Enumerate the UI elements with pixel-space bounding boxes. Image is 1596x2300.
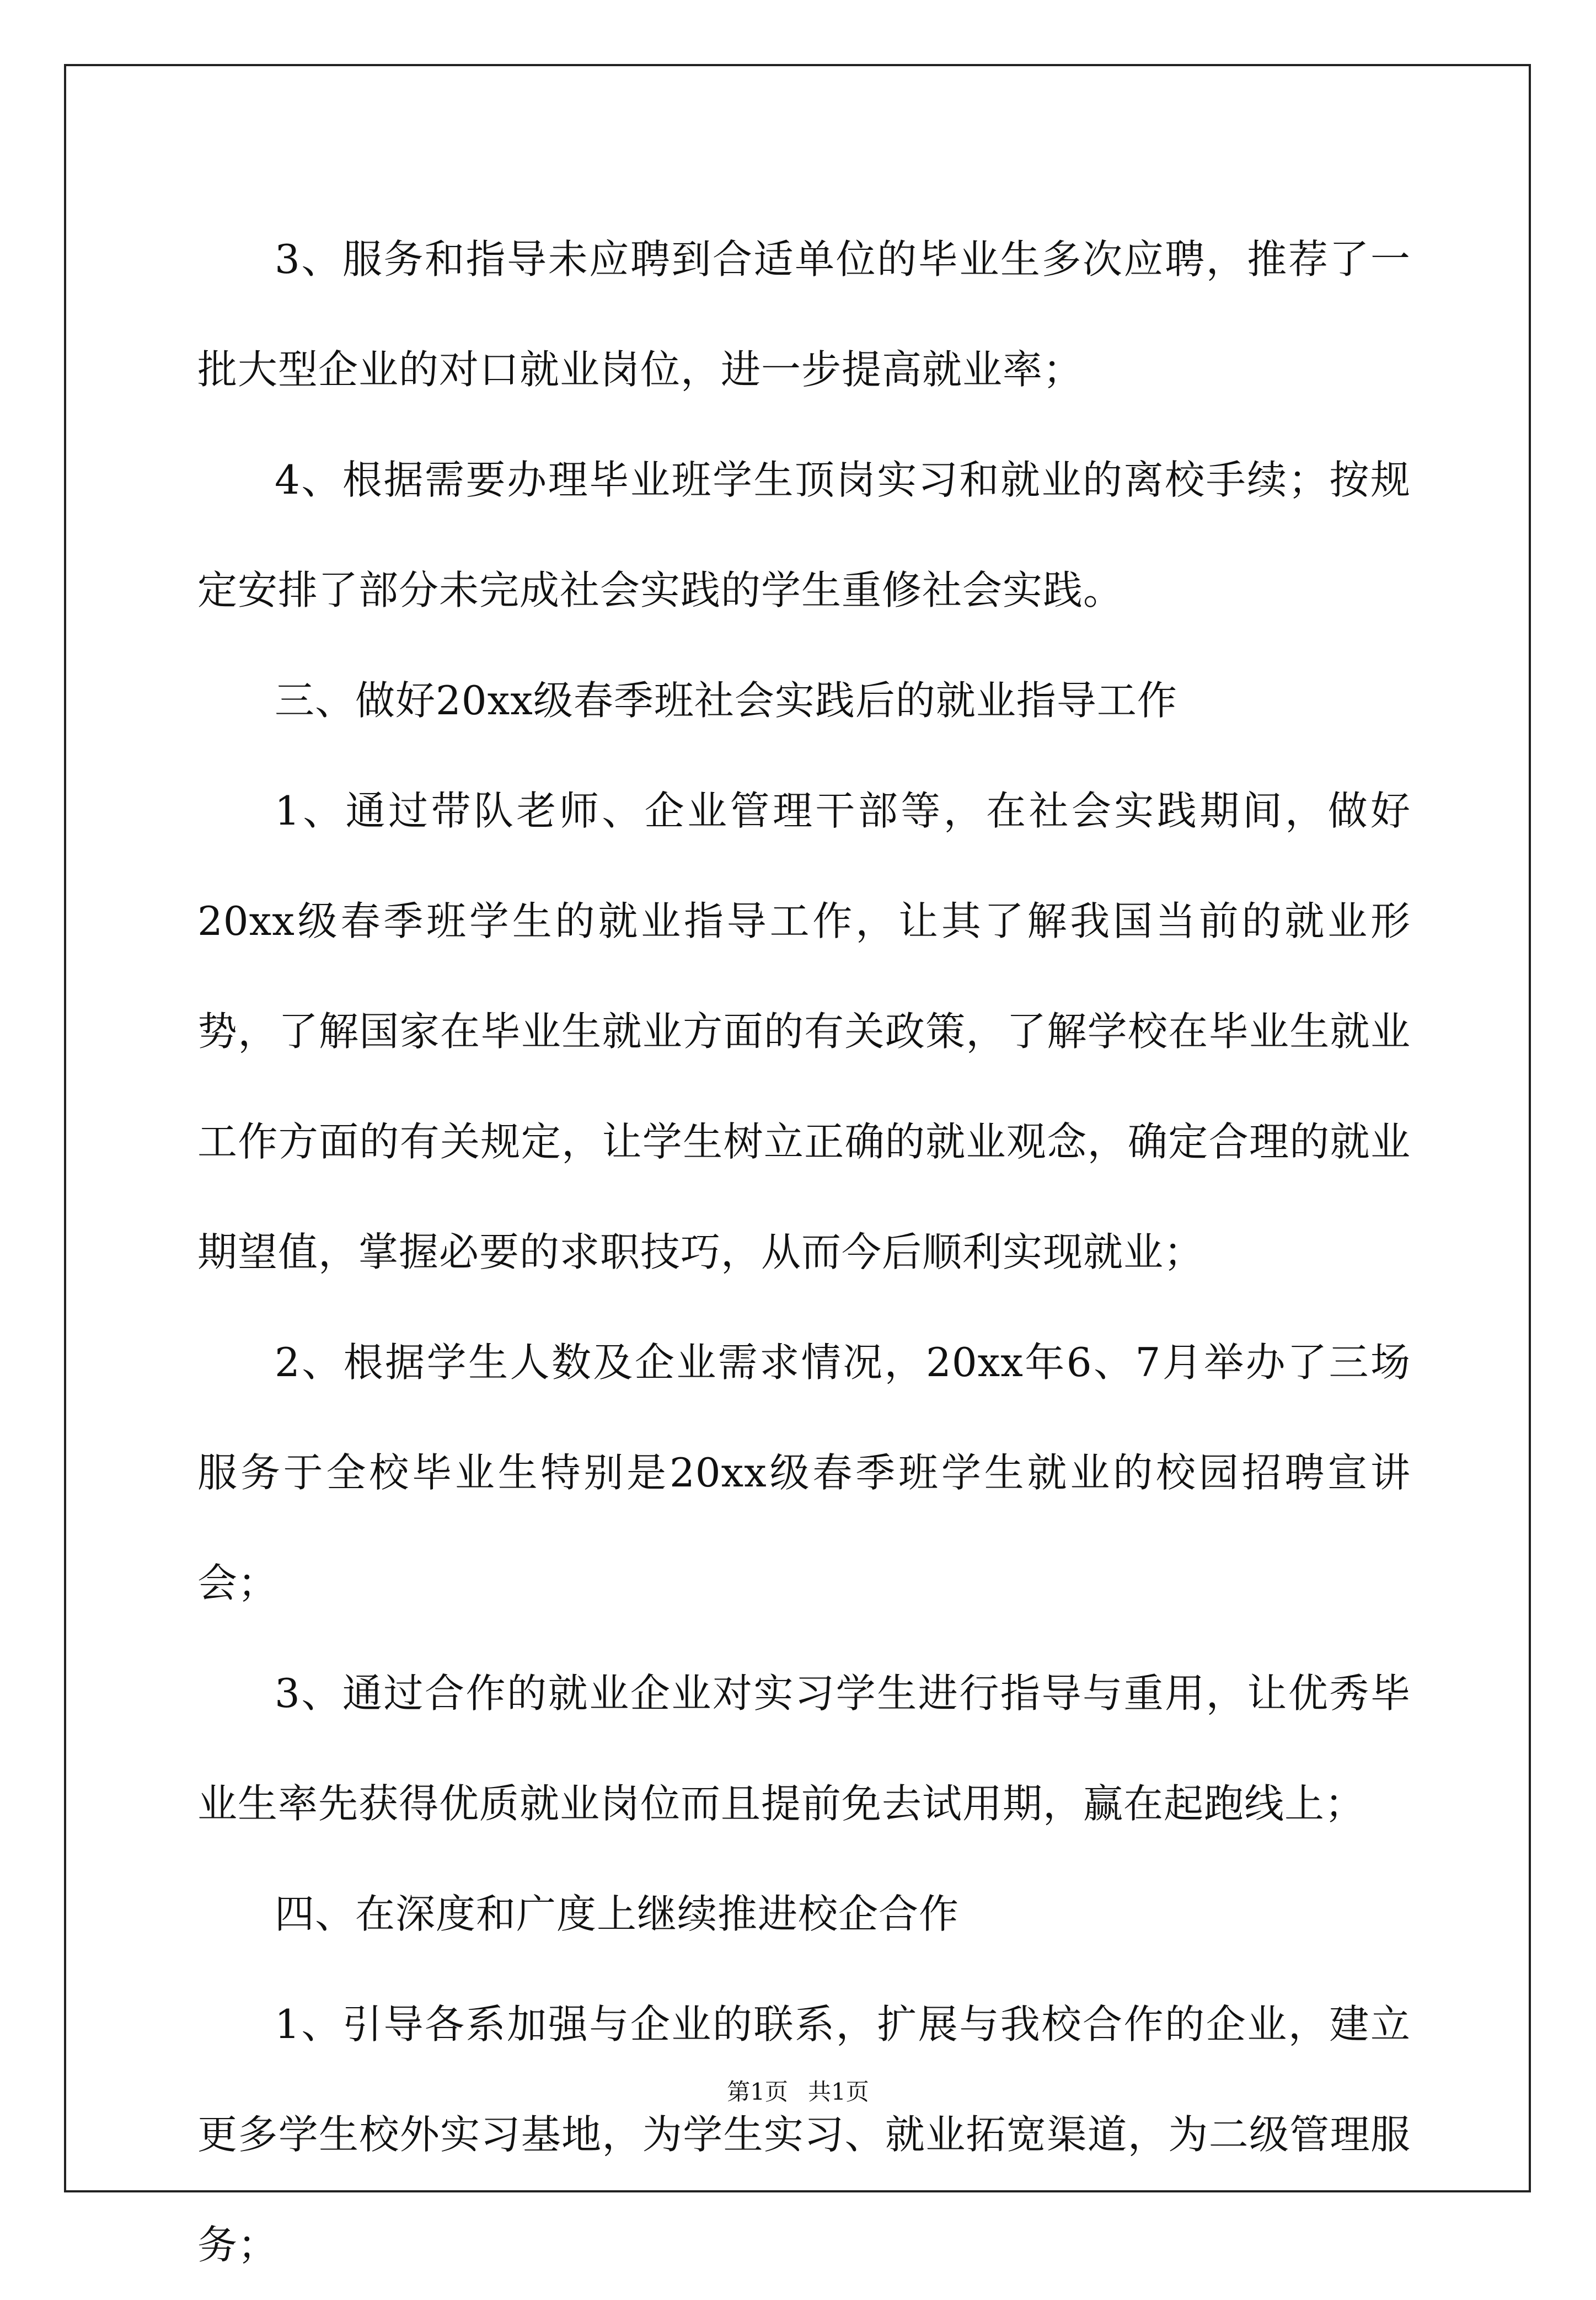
paragraph: 3、服务和指导未应聘到合适单位的毕业生多次应聘，推荐了一批大型企业的对口就业岗位，进一步提高就业率； [197,236,1411,393]
paragraph: 1、引导各系加强与企业的联系，扩展与我校合作的企业，建立更多学生校外实习基地，为学生实习、就业拓宽渠道，为二级管理服务； [197,2001,1411,2268]
section-heading: 三、做好20xx级春季班社会实践后的就业指导工作 [275,677,1177,724]
paragraph: 3、通过合作的就业企业对实习学生进行指导与重用，让优秀毕业生率先获得优质就业岗位而且提前免去试用期，赢在起跑线上； [197,1670,1411,1827]
page-number-total: 共1页 [808,2078,869,2105]
paragraph: 4、根据需要办理毕业班学生顶岗实习和就业的离校手续；按规定安排了部分未完成社会实践的学生重修社会实践。 [197,457,1411,613]
page-footer [0,2074,1596,2107]
document-body [197,204,1411,2300]
section-heading: 四、在深度和广度上继续推进校企合作 [275,1891,960,1937]
paragraph: 2、根据学生人数及企业需求情况，20xx年6、7月举办了三场服务于全校毕业生特别是20xx级春季班学生就业的校园招聘宣讲会； [197,1339,1411,1606]
page-number-current: 第1页 [727,2078,788,2105]
paragraph: 1、通过带队老师、企业管理干部等，在社会实践期间，做好20xx级春季班学生的就业指导工作，让其了解我国当前的就业形势，了解国家在毕业生就业方面的有关政策，了解学校在毕业生就业工作方面的有关规定，让学生树立正确的就业观念，确定合理的就业期望值，掌握必要的求职技巧，从而今后顺利实现就业； [197,788,1411,1275]
